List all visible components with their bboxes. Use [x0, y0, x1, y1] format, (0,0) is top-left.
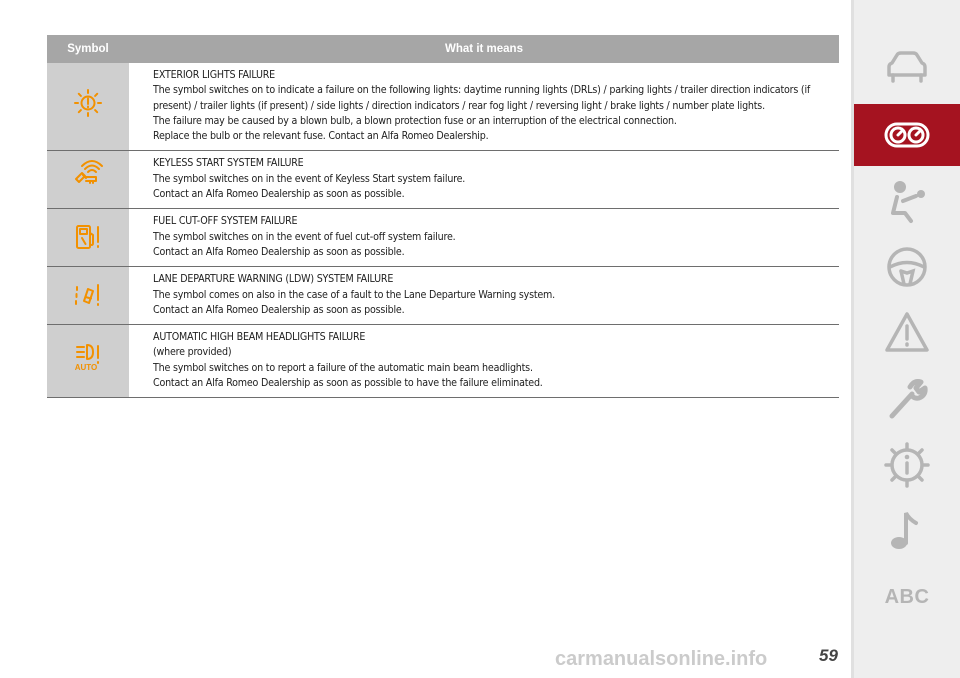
failure-action: Contact an Alfa Romeo Dealership as soon as possible.: [153, 245, 405, 258]
sidebar-item-emergency[interactable]: [854, 302, 960, 364]
meaning-cell: [129, 151, 839, 209]
sidebar-item-steering[interactable]: [854, 236, 960, 298]
symbol-cell: [47, 325, 129, 398]
symbol-cell: [47, 151, 129, 209]
meaning-column-header: What it means: [129, 35, 839, 63]
failure-action: Contact an Alfa Romeo Dealership as soon as possible.: [153, 188, 405, 201]
wrench-icon: [883, 375, 931, 423]
sidebar-item-car[interactable]: [854, 38, 960, 100]
failure-title: LANE DEPARTURE WARNING (LDW) SYSTEM FAILURE: [153, 273, 394, 286]
meaning-cell: [129, 209, 839, 267]
svg-text:AUTO: AUTO: [74, 363, 98, 373]
watermark: carmanualsonline.info: [555, 648, 768, 670]
lane-departure-warning-failure-icon: [72, 279, 104, 311]
abc-index-icon: ABC: [884, 585, 930, 608]
sidebar-item-maintenance[interactable]: [854, 368, 960, 430]
steering-wheel-icon: [883, 243, 931, 291]
fuel-cut-off-failure-icon: [72, 221, 104, 253]
failure-action: Contact an Alfa Romeo Dealership as soon as possible to have the failure eliminated.: [153, 377, 543, 390]
failure-action: Replace the bulb or the relevant fuse. Contact an Alfa Romeo Dealership.: [153, 130, 489, 143]
table-row: [47, 151, 839, 209]
failure-cause: The failure may be caused by a blown bulb, a blown protection fuse or an interruption of the electrical connection.: [153, 114, 677, 127]
failure-action: Contact an Alfa Romeo Dealership as soon as possible.: [153, 303, 405, 316]
symbol-cell: [47, 63, 129, 151]
warning-lights-table: [47, 35, 839, 398]
failure-description: The symbol switches on in the event of fuel cut-off system failure.: [153, 230, 456, 243]
failure-description: The symbol comes on also in the case of a fault to the Lane Departure Warning system.: [153, 288, 555, 301]
failure-title: AUTOMATIC HIGH BEAM HEADLIGHTS FAILURE: [153, 331, 366, 344]
failure-description: The symbol switches on to report a failure of the automatic main beam headlights.: [153, 361, 533, 374]
music-note-icon: [883, 507, 931, 555]
sidebar-item-safety[interactable]: [854, 170, 960, 232]
table-header-row: [47, 35, 839, 63]
instrument-panel-icon: [883, 111, 931, 159]
table-row: [47, 63, 839, 151]
symbol-cell: [47, 267, 129, 325]
failure-title: EXTERIOR LIGHTS FAILURE: [153, 69, 275, 81]
failure-title: KEYLESS START SYSTEM FAILURE: [153, 157, 304, 170]
chapter-sidebar: [851, 0, 960, 678]
exterior-lights-failure-icon: [72, 87, 104, 119]
car-icon: [883, 45, 931, 93]
table-row: [47, 267, 839, 325]
table-row: [47, 209, 839, 267]
meaning-cell: [129, 325, 839, 398]
keyless-start-failure-icon: [72, 157, 104, 189]
page-number: 59: [819, 646, 838, 665]
technical-info-gear-icon: [883, 441, 931, 489]
failure-description: The symbol switches on in the event of Keyless Start system failure.: [153, 172, 466, 185]
table-row: [47, 325, 839, 398]
meaning-cell: [129, 267, 839, 325]
warning-triangle-icon: [883, 309, 931, 357]
sidebar-item-index[interactable]: [854, 566, 960, 628]
failure-description: The symbol switches on to indicate a failure on the following lights: daytime running lights (DRLs) / parking lights / trailer direction indicators (if present) / trailer lights (if present) / side lights / direction indicators / rear fog light / reversing light / brake lights / number plate lights.: [153, 84, 811, 112]
failure-title: FUEL CUT-OFF SYSTEM FAILURE: [153, 215, 298, 228]
safety-seat-airbag-icon: [883, 177, 931, 225]
sidebar-item-technical-data[interactable]: [854, 434, 960, 496]
sidebar-item-instrument-panel[interactable]: [854, 104, 960, 166]
symbol-cell: [47, 209, 129, 267]
symbol-column-header: Symbol: [47, 35, 129, 63]
sidebar-item-multimedia[interactable]: [854, 500, 960, 562]
auto-high-beam-failure-icon: [72, 341, 104, 373]
failure-note: (where provided): [153, 346, 232, 359]
meaning-cell: [129, 63, 839, 151]
